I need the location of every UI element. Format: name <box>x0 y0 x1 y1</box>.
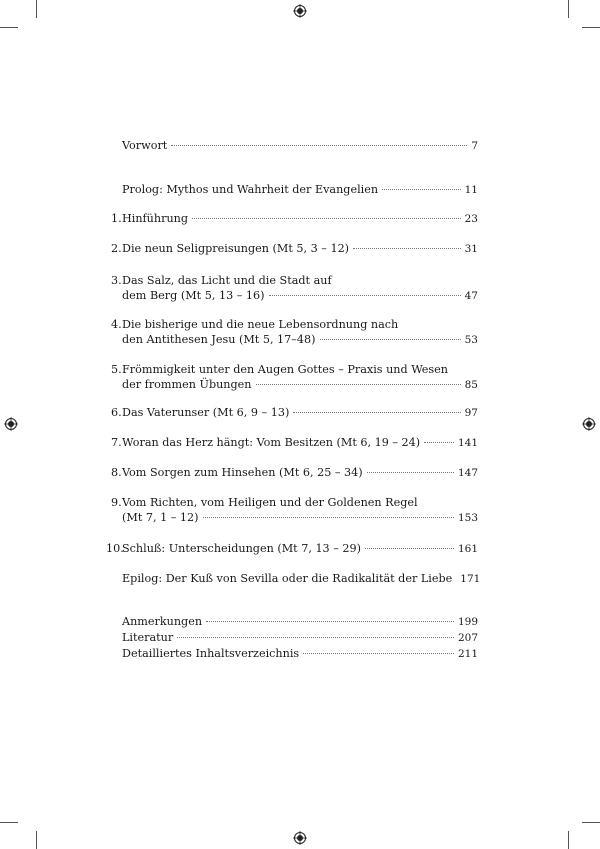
toc-entry-number: 10. <box>106 542 124 555</box>
toc-entry-title-line: der frommen Übungen <box>122 378 252 391</box>
toc-entry[interactable] <box>0 138 600 153</box>
toc-entry-page-number: 31 <box>464 243 478 255</box>
toc-entry[interactable] <box>0 646 600 661</box>
toc-entry-page-number: 7 <box>471 140 478 152</box>
toc-entry[interactable] <box>0 273 600 303</box>
dot-leader <box>171 145 467 146</box>
toc-entry-number: 3. <box>111 274 122 287</box>
toc-entry-title-line: (Mt 7, 1 – 12) <box>122 511 199 524</box>
toc-entry-title-line: Literatur <box>122 631 174 644</box>
toc-entry-page-number: 141 <box>457 437 478 449</box>
toc-entry-number: 5. <box>111 363 122 376</box>
toc-entry-number: 8. <box>111 466 122 479</box>
dot-leader <box>367 472 454 473</box>
dot-leader <box>293 412 460 413</box>
toc-entry-title-line: Das Salz, das Licht und die Stadt auf <box>122 274 332 287</box>
toc-entry-number: 9. <box>111 496 122 509</box>
toc-entry-title-line: Vom Sorgen zum Hinsehen (Mt 6, 25 – 34) <box>122 466 363 479</box>
toc-entry-title-line: Epilog: Der Kuß von Sevilla oder die Radikalität der Liebe <box>122 572 453 585</box>
toc-entry[interactable] <box>0 571 600 586</box>
toc-entry-page-number: 147 <box>457 467 478 479</box>
toc-entry-title-line: Hinführung <box>122 212 189 225</box>
toc-entry-title-line: Woran das Herz hängt: Vom Besitzen (Mt 6, 19 – 24) <box>122 436 421 449</box>
toc-entry[interactable] <box>0 362 600 392</box>
toc-entry[interactable] <box>0 317 600 347</box>
toc-entry-title-line: Das Vaterunser (Mt 6, 9 – 13) <box>122 406 290 419</box>
dot-leader <box>177 637 454 638</box>
toc-entry-number: 7. <box>111 436 122 449</box>
dot-leader <box>206 621 454 622</box>
toc-entry-title-line: Die bisherige und die neue Lebensordnung nach <box>122 318 399 331</box>
toc-entry-page-number: 199 <box>457 616 478 628</box>
dot-leader <box>365 548 454 549</box>
toc-entry-page-number: 47 <box>464 290 478 302</box>
toc-entry-title-line: dem Berg (Mt 5, 13 – 16) <box>122 289 265 302</box>
dot-leader <box>303 653 454 654</box>
toc-entry-page-number: 211 <box>457 648 478 660</box>
toc-entry-page-number: 161 <box>457 543 478 555</box>
dot-leader <box>269 295 461 296</box>
toc-entry-number: 2. <box>111 242 122 255</box>
toc-entry-page-number: 97 <box>464 407 478 419</box>
toc-entry[interactable] <box>0 435 600 450</box>
dot-leader <box>382 189 461 190</box>
toc-entry-title-line: Vorwort <box>122 139 168 152</box>
toc-entry[interactable] <box>0 630 600 645</box>
toc-entry-title-line: Prolog: Mythos und Wahrheit der Evangelien <box>122 183 379 196</box>
toc-entry-title-line: Die neun Seligpreisungen (Mt 5, 3 – 12) <box>122 242 350 255</box>
toc-entry-number: 1. <box>111 212 122 225</box>
dot-leader <box>256 384 461 385</box>
toc-entry[interactable] <box>0 465 600 480</box>
toc-entry-page-number: 85 <box>464 379 478 391</box>
toc-entry-number: 6. <box>111 406 122 419</box>
toc-entry-title-line: Anmerkungen <box>122 615 203 628</box>
toc-entry-page-number: 171 <box>460 573 481 585</box>
toc-entry[interactable] <box>0 211 600 226</box>
toc-entry-title-line: Vom Richten, vom Heiligen und der Goldenen Regel <box>122 496 418 509</box>
dot-leader <box>353 248 461 249</box>
dot-leader <box>320 339 461 340</box>
toc-entry-title-line: Detailliertes Inhaltsverzeichnis <box>122 647 300 660</box>
toc-entry-page-number: 23 <box>464 213 478 225</box>
toc-entry-number: 4. <box>111 318 122 331</box>
toc-entry-page-number: 11 <box>464 184 478 196</box>
toc-entry[interactable] <box>0 405 600 420</box>
toc-entry[interactable] <box>0 541 600 556</box>
toc-entry[interactable] <box>0 614 600 629</box>
toc-entry-page-number: 53 <box>464 334 478 346</box>
toc-entry-page-number: 207 <box>457 632 478 644</box>
dot-leader <box>192 218 461 219</box>
toc-entry[interactable] <box>0 182 600 197</box>
toc-entry[interactable] <box>0 495 600 525</box>
dot-leader <box>424 442 454 443</box>
dot-leader <box>203 517 454 518</box>
toc-entry[interactable] <box>0 241 600 256</box>
toc-entry-title-line: Schluß: Unterscheidungen (Mt 7, 13 – 29) <box>122 542 361 555</box>
toc-entry-page-number: 153 <box>457 512 478 524</box>
toc-entry-title-line: Frömmigkeit unter den Augen Gottes – Praxis und Wesen <box>122 363 448 376</box>
toc-entry-title-line: den Antithesen Jesu (Mt 5, 17–48) <box>122 333 316 346</box>
